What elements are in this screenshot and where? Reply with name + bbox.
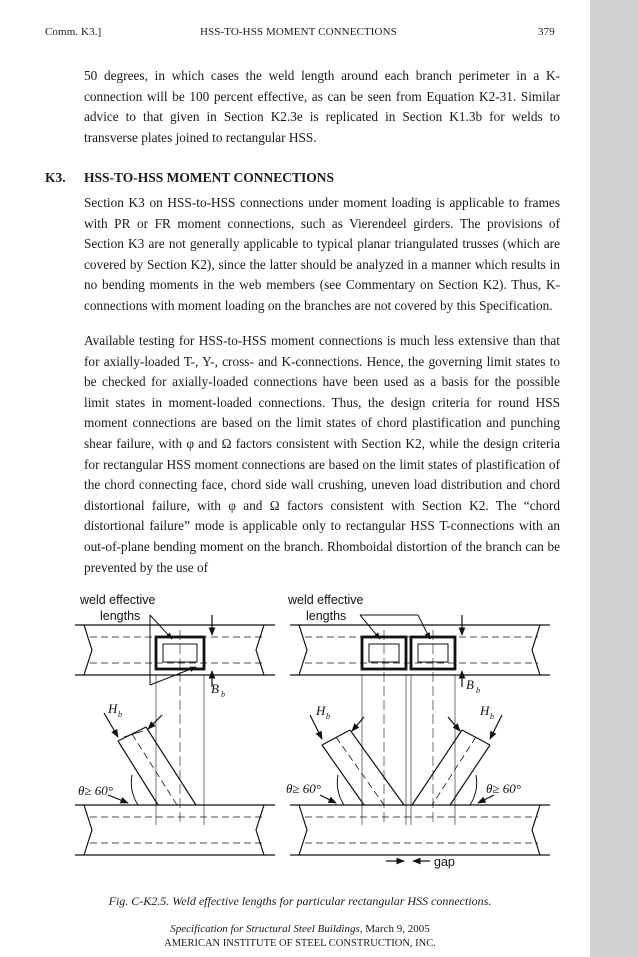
- footer-publisher: AMERICAN INSTITUTE OF STEEL CONSTRUCTION, INC.: [164, 938, 436, 949]
- figure-caption: Fig. C-K2.5. Weld effective lengths for particular rectangular HSS connections.: [108, 894, 492, 908]
- left-weld-label-line2: lengths: [100, 609, 141, 623]
- paragraph-scope: Section K3 on HSS-to-HSS connections under moment loading is applicable to frames with PR or FR moment connections, such as Vierendeel girders. The provisions of Section K3 are not generally applicable to typical planar triangulated trusses (which are covered by Section K2), since the latter should be analyzed in a manner which results in no bending moments in the web members (see Commentary on Section K2). Thus, K-connections with moment loading on the branches are not covered by this Specification.: [84, 195, 560, 313]
- left-H-subscript: b: [118, 710, 122, 719]
- paragraph-weld-length: 50 degrees, in which cases the weld length around each branch perimeter in a K-connection will be 100 percent effective, as can be seen from Equation K2-31. Similar advice to that given in Section K2.3e is replicated in Section K1.3b for welds to transverse plates joined to rectangular HSS.: [84, 68, 560, 145]
- right-weld-label-line2: lengths: [306, 609, 347, 623]
- page-number: 379: [538, 26, 555, 38]
- footer-date: March 9, 2005: [362, 923, 430, 935]
- right-H-right-label: H: [480, 703, 490, 718]
- footer-line1: [0, 923, 600, 935]
- footer-spec-title: Specification for Structural Steel Buildings,: [170, 923, 363, 935]
- left-t-connection-drawing: [75, 615, 275, 855]
- right-theta-right-label: θ≥ 60°: [486, 781, 521, 796]
- section-title: HSS-TO-HSS MOMENT CONNECTIONS: [84, 170, 335, 185]
- right-H-left-label: H: [316, 703, 326, 718]
- right-H-left-subscript: b: [326, 712, 330, 721]
- figure-weld-effective-lengths: [0, 575, 600, 885]
- right-B-subscript: b: [476, 686, 480, 695]
- right-k-connection-drawing: [290, 615, 550, 861]
- left-B-subscript: b: [221, 690, 225, 699]
- left-B-label: B: [211, 681, 219, 696]
- running-header-left: Comm. K3.]: [45, 26, 102, 38]
- section-number: K3.: [45, 170, 66, 185]
- gap-label: gap: [434, 855, 455, 869]
- right-theta-left-label: θ≥ 60°: [286, 781, 321, 796]
- left-weld-label-line1: weld effective: [80, 593, 156, 607]
- left-H-label: H: [108, 701, 118, 716]
- right-B-label: B: [466, 677, 474, 692]
- right-weld-label-line1: weld effective: [288, 593, 364, 607]
- left-theta-label: θ≥ 60°: [78, 783, 113, 798]
- right-H-right-subscript: b: [490, 712, 494, 721]
- running-header-title: HSS-TO-HSS MOMENT CONNECTIONS: [200, 26, 397, 38]
- paragraph-available-testing: Available testing for HSS-to-HSS moment connections is much less extensive than that for axially-loaded T-, Y-, cross- and K-connections. Hence, the governing limit states to be checked for axially-loaded connections have been used as a basis for the possible limit states in moment-loaded connections. Thus, the design criteria for round HSS moment connections are based on the limit states of chord plastification and punching shear failure, with φ and Ω factors consistent with Section K2, while the design criteria for rectangular HSS moment connections are based on the limit states of plastification of the chord connecting face, chord side wall crushing, uneven load distribution and chord distortional failure, with φ and Ω factors consistent with Section K2. The “chord distortional failure” mode is applicable only to rectangular HSS T-connections with an out-of-plane bending moment on the branch. Rhomboidal distortion of the branch can be prevented by the use of: [84, 333, 560, 575]
